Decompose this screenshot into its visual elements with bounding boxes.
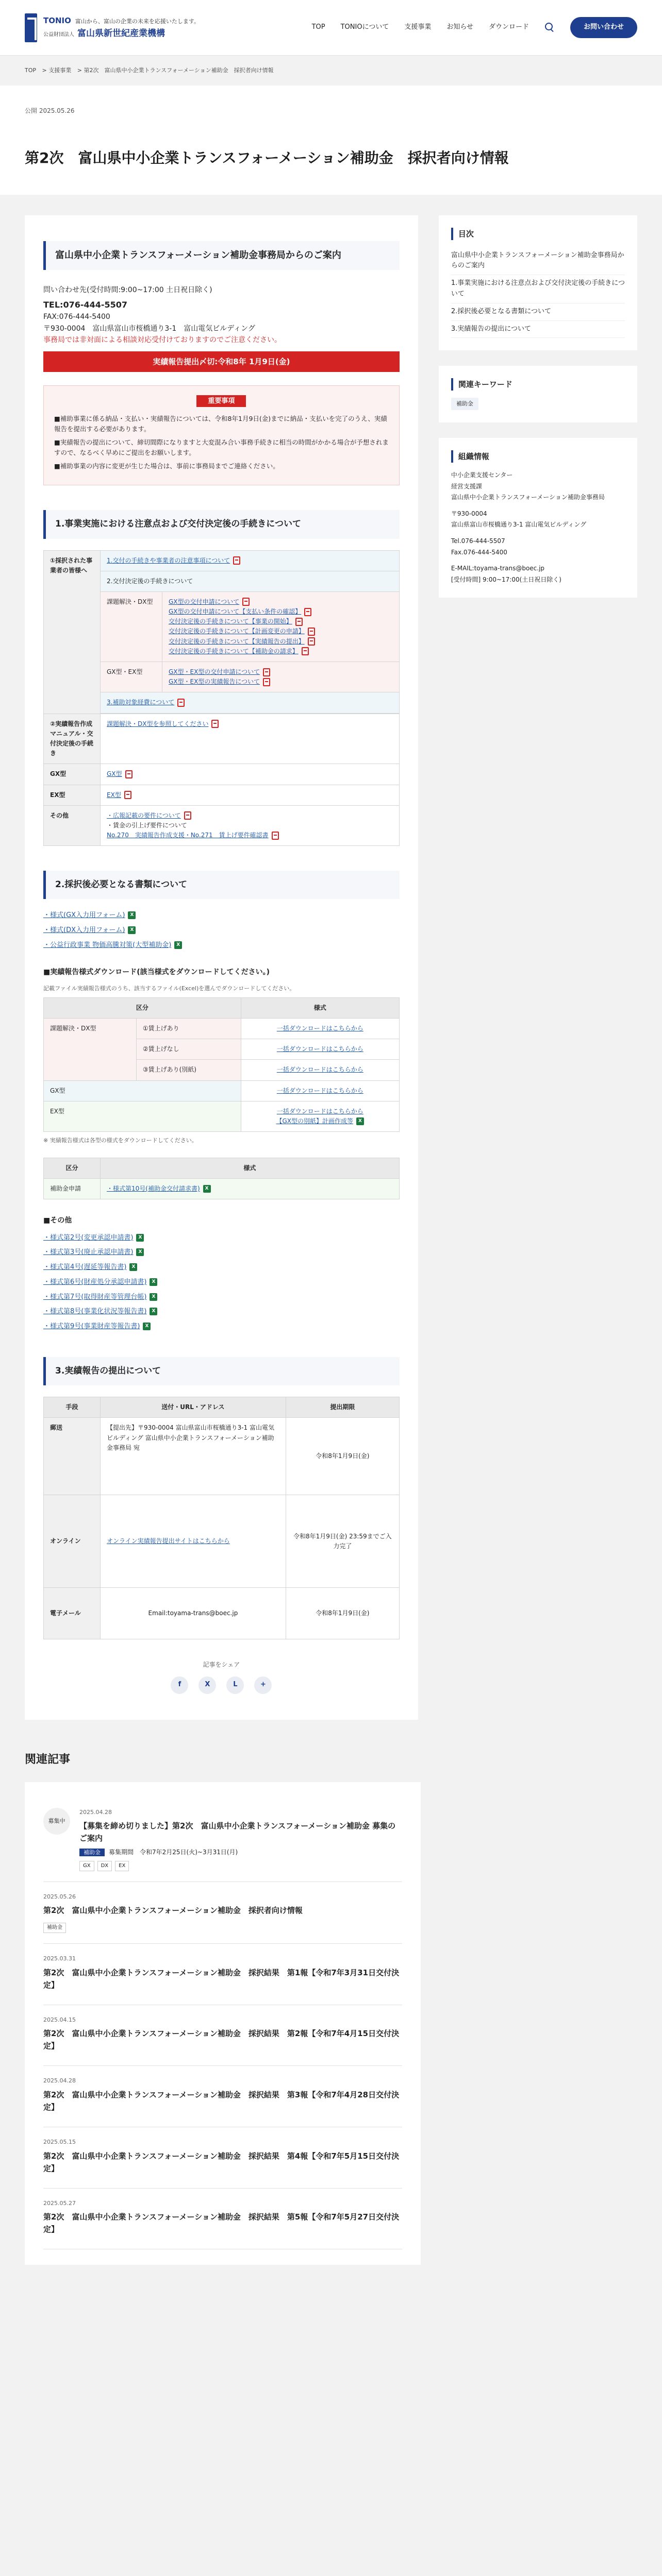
- excel-icon: X: [143, 1323, 151, 1330]
- submit-deadline-mail: 令和8年1月9日(金): [286, 1418, 399, 1495]
- excel-icon: X: [136, 1234, 144, 1242]
- related-title: 関連記事: [25, 1753, 71, 1766]
- related-item[interactable]: [43, 1798, 402, 1882]
- related-tag: 補助金: [79, 1849, 105, 1856]
- online-submit-link[interactable]: オンライン実績報告提出サイトはこちらから: [107, 1537, 230, 1545]
- search-icon[interactable]: [544, 22, 555, 32]
- pdf-icon: [308, 628, 315, 636]
- org-line-4: 〒930-0004: [451, 510, 487, 517]
- breadcrumb-top[interactable]: TOP: [25, 67, 37, 74]
- link-gx[interactable]: GX型: [107, 770, 122, 778]
- link-eligible-cost[interactable]: 3.補助対象経費について: [107, 699, 175, 706]
- dl-head-form: 様式: [241, 997, 399, 1018]
- notice-3: ■補助事業の内容に変更が生じた場合は、事前に事務局までご連絡ください。: [54, 462, 279, 470]
- other-form-item-5: [43, 1292, 400, 1303]
- dl-link-3-cell: [241, 1060, 399, 1080]
- sub-link-b1[interactable]: GX型・EX型の交付申請について: [169, 668, 260, 676]
- link-manual[interactable]: 課題解決・DX型を参照してください: [107, 720, 209, 727]
- site-logo[interactable]: [25, 13, 200, 42]
- logo-corp: 公益財団法人: [43, 31, 74, 38]
- submit-method-email: 電子メール: [44, 1588, 101, 1639]
- contact-fax: FAX:076-444-5400: [43, 313, 110, 321]
- nav-news[interactable]: お知らせ: [446, 23, 473, 31]
- related-tags: [43, 1920, 303, 1933]
- sub-label-b: GX型・EX型: [101, 662, 162, 692]
- org-line-8[interactable]: E-MAIL:toyama-trans@boec.jp: [451, 565, 545, 572]
- other-form-item-6: [43, 1307, 400, 1317]
- pdf-icon: [177, 699, 185, 707]
- section1-table: [43, 550, 400, 846]
- publish-date: 公開 2025.05.26: [25, 107, 75, 114]
- org-line-9: [受付時間] 9:00~17:00(土日祝日除く): [451, 575, 561, 583]
- notice-2: ■実績報告の提出について、締切間際になりますと大変混み合い事務手続きに相当の時間がかかる場合が予想されますので、なるべく早めにご提出をお願いします。: [54, 438, 389, 457]
- row-label-2: ②実績報告作成マニュアル・交付決定後の手続き: [44, 714, 101, 764]
- pdf-icon: [184, 811, 191, 820]
- toc-list: [451, 247, 625, 338]
- toc-item-3[interactable]: 2.採択後必要となる書類について: [451, 303, 625, 321]
- toc-title: 目次: [451, 228, 625, 240]
- announce-title: 富山県中小企業トランスフォーメーション補助金事務局からのご案内: [43, 241, 400, 270]
- excel-icon: X: [136, 1248, 144, 1256]
- notice-1: ■補助事業に係る納品・支払い・実績報告については、令和8年1月9日(金)までに納品・支払いを完了のうえ、実績報告を提出する必要があります。: [54, 415, 387, 433]
- sub-link-a6[interactable]: 交付決定後の手続きについて【補助金の請求】: [169, 647, 299, 655]
- sub-link-b2[interactable]: GX型・EX型の実績報告について: [169, 678, 260, 686]
- row-label-gx: GX型: [44, 764, 101, 785]
- dl-extra[interactable]: 【GX型の別紙】計画作成等: [276, 1117, 354, 1125]
- submit-table: [43, 1397, 400, 1639]
- logo-name: 富山県新世紀産業機構: [77, 28, 165, 39]
- section2-links: [43, 910, 400, 951]
- keyword-tag[interactable]: 補助金: [451, 398, 478, 410]
- related-title-text: 第2次 富山県中小企業トランスフォーメーション補助金 採択結果 第2報【令和7年4月15日交付決定】: [43, 2029, 400, 2051]
- related-title-text: 第2次 富山県中小企業トランスフォーメーション補助金 採択者向け情報: [43, 1906, 303, 1916]
- submit-address-mail: 【提出先】〒930-0004 富山県富山市桜橋通り3-1 富山電気ビルディング 富山県中小企業トランスフォーメーション補助金事務局 宛: [101, 1418, 286, 1495]
- row-label-ex: EX型: [44, 785, 101, 805]
- dl-link-gx-cell: [241, 1080, 399, 1101]
- sub-label-a: 課題解決・DX型: [101, 591, 162, 662]
- contact-block: [43, 284, 400, 346]
- request-table: [43, 1158, 400, 1199]
- excel-icon: X: [356, 1117, 364, 1125]
- main-content: [25, 215, 418, 1720]
- form-link-3[interactable]: ・公益行政事業 物価高騰対策(大型補助金): [43, 941, 172, 950]
- related-tag-ex: EX: [115, 1861, 129, 1871]
- pdf-icon: [233, 556, 240, 565]
- sub-link-a2[interactable]: GX型の交付申請について【支払い条件の確認】: [169, 608, 302, 616]
- submit-head-deadline: 提出期限: [286, 1397, 399, 1418]
- pdf-icon: [263, 678, 270, 686]
- dl-link-1-cell: [241, 1019, 399, 1039]
- sub-link-a1[interactable]: GX型の交付申請について: [169, 598, 240, 605]
- form-link-2[interactable]: ・様式(DX入力用フォーム): [43, 926, 125, 935]
- related-item[interactable]: [43, 2066, 402, 2127]
- row-label-other: その他: [44, 805, 101, 846]
- content-container: [0, 215, 662, 1720]
- breadcrumb: TOP > 支援事業 > 第2次 富山県中小企業トランスフォーメーション補助金 採択者向け情報: [25, 67, 274, 74]
- related-item[interactable]: [43, 2189, 402, 2250]
- notice-label: 重要事項: [196, 395, 246, 407]
- excel-icon: X: [150, 1278, 157, 1286]
- pdf-icon: [304, 608, 311, 616]
- org-line-6: Tel.076-444-5507: [451, 537, 505, 545]
- dl-group-gx: GX型: [44, 1080, 241, 1101]
- org-title: 組織情報: [451, 450, 625, 463]
- other-form-item-1: [43, 1233, 400, 1244]
- req-head-type: 区分: [44, 1158, 101, 1178]
- req-head-form: 様式: [101, 1158, 400, 1178]
- line-icon[interactable]: L: [226, 1676, 244, 1694]
- other-cell: [101, 805, 400, 846]
- dl-group-a: 課題解決・DX型: [44, 1019, 137, 1081]
- excel-icon: X: [203, 1185, 211, 1193]
- submit-address-email: Email:toyama-trans@boec.jp: [101, 1588, 286, 1639]
- other-form-item-7: [43, 1321, 400, 1332]
- form-link-item-1: [43, 910, 400, 921]
- related-meta-row: [79, 1848, 402, 1857]
- other-item-1-row: [107, 811, 393, 821]
- site-header: [0, 0, 662, 56]
- excel-icon: X: [150, 1308, 157, 1315]
- title-area: [0, 86, 662, 195]
- org-line-5: 富山県富山市桜橋通り3-1 富山電気ビルディング: [451, 521, 587, 529]
- related-title-text: 第2次 富山県中小企業トランスフォーメーション補助金 採択結果 第4報【令和7年5月15日交付決定】: [43, 2151, 400, 2173]
- other-item-2-row: [107, 821, 393, 831]
- excel-icon: X: [129, 1263, 137, 1271]
- dl-link-2[interactable]: 一括ダウンロードはこちらから: [276, 1045, 363, 1053]
- related-date: 2025.05.27: [43, 2199, 76, 2207]
- form-link-item-3: [43, 940, 400, 951]
- submit-deadline-email: 令和8年1月9日(金): [286, 1588, 399, 1639]
- contact-red-note: 事務局では非対面による相談対応受付けておりますのでご注意ください。: [43, 336, 282, 345]
- related-item[interactable]: [43, 2005, 402, 2066]
- pdf-icon: [272, 832, 279, 840]
- related-body: [43, 2138, 402, 2178]
- row1-item1-cell: [101, 550, 400, 571]
- submit-address-online-cell: [101, 1495, 286, 1588]
- download-note: 記載ファイル実績報告様式のうち、該当するファイル(Excel)を選んでダウンロードしてください。: [43, 985, 295, 992]
- keyword-box: [439, 366, 637, 422]
- sub-item-a2: [169, 607, 393, 617]
- x-icon[interactable]: X: [198, 1676, 216, 1694]
- req-link-cell: [101, 1178, 400, 1199]
- related-title-text: 第2次 富山県中小企業トランスフォーメーション補助金 採択結果 第3報【令和7年4月28日交付決定】: [43, 2090, 400, 2112]
- toc-item-4[interactable]: 3.実績報告の提出について: [451, 321, 625, 338]
- nav-about[interactable]: TONIOについて: [340, 23, 389, 31]
- row-gx-cell: [101, 764, 400, 785]
- other-form-6[interactable]: ・様式第8号(事業化状況等報告書): [43, 1308, 147, 1316]
- form-link-item-2: [43, 925, 400, 936]
- other-item-2: ・賃金の引上げ要件について: [107, 821, 187, 829]
- share-more-icon[interactable]: +: [254, 1676, 272, 1694]
- row1-item2-cell: [101, 571, 400, 591]
- deadline-banner: 実績報告提出〆切:令和8年 1月9日(金): [43, 351, 400, 372]
- pdf-icon: [242, 598, 250, 606]
- contact-tel: TEL:076-444-5507: [43, 299, 128, 310]
- other-item-1[interactable]: ・広報記載の要件について: [107, 811, 181, 819]
- dl-link-ex[interactable]: 一括ダウンロードはこちらから: [276, 1107, 363, 1115]
- related-item[interactable]: [43, 1882, 402, 1944]
- related-body: [43, 1954, 402, 1994]
- dl-link-3[interactable]: 一括ダウンロードはこちらから: [276, 1066, 363, 1074]
- related-tags: [79, 1858, 402, 1871]
- section3-title: 3.実績報告の提出について: [43, 1357, 400, 1385]
- share-area: [43, 1660, 400, 1693]
- other-detail-row: [107, 831, 393, 840]
- nav-download[interactable]: ダウンロード: [488, 23, 529, 31]
- submit-method-online: オンライン: [44, 1495, 101, 1588]
- section2-title: 2.採択後必要となる書類について: [43, 871, 400, 899]
- org-text: [451, 470, 625, 585]
- related-list: [25, 1782, 421, 2265]
- download-note-1: ※ 実績報告様式は各型の様式をダウンロードしてください。: [43, 1137, 197, 1144]
- related-date: 2025.05.15: [43, 2138, 76, 2145]
- global-nav: [312, 17, 637, 38]
- excel-icon: X: [150, 1293, 157, 1301]
- breadcrumb-current: 第2次 富山県中小企業トランスフォーメーション補助金 採択者向け情報: [84, 67, 274, 74]
- sub-items-a: [162, 591, 400, 662]
- dl-link-1[interactable]: 一括ダウンロードはこちらから: [276, 1025, 363, 1032]
- logo-mark-icon: [25, 13, 37, 42]
- related-date: 2025.05.26: [43, 1893, 76, 1900]
- other-forms-title: ■その他: [43, 1216, 72, 1225]
- pdf-icon: [124, 791, 131, 799]
- sub-item-a4: [169, 626, 393, 636]
- related-title-text: 第2次 富山県中小企業トランスフォーメーション補助金 採択結果 第5報【令和7年5月27日交付決定】: [43, 2212, 400, 2234]
- sub-items-b: [162, 662, 400, 692]
- important-notice: [43, 385, 400, 486]
- related-date: 2025.04.28: [79, 1808, 112, 1816]
- dl-head-type: 区分: [44, 997, 241, 1018]
- req-link[interactable]: ・様式第10号(補助金交付請求書): [107, 1184, 200, 1192]
- facebook-icon[interactable]: f: [171, 1676, 188, 1694]
- dl-sub-2: ②賃上げなし: [136, 1039, 241, 1060]
- contact-address: 〒930-0004 富山県富山市桜橋通り3-1 富山電気ビルディング: [43, 324, 255, 333]
- sub-link-a5[interactable]: 交付決定後の手続きについて【実績報告の提出】: [169, 637, 305, 645]
- req-group: 補助金申請: [44, 1178, 101, 1199]
- related-tag-gx: GX: [79, 1861, 94, 1871]
- other-forms-list: [43, 1233, 400, 1333]
- excel-icon: X: [174, 941, 182, 949]
- pdf-icon: [211, 720, 219, 728]
- dl-sub-1: ①賃上げあり: [136, 1019, 241, 1039]
- related-body: [43, 1892, 303, 1934]
- sub-item-a1: [169, 597, 393, 607]
- download-head: ■実績報告様式ダウンロード(該当様式をダウンロードしてください。): [43, 968, 270, 976]
- nav-support[interactable]: 支援事業: [404, 23, 432, 31]
- org-line-3: 富山県中小企業トランスフォーメーション補助金事務局: [451, 494, 605, 501]
- other-form-item-2: [43, 1247, 400, 1258]
- other-form-5[interactable]: ・様式第7号(取得財産等管理台帳): [43, 1293, 147, 1301]
- row-label-1: ①採択された事業者の皆様へ: [44, 550, 101, 714]
- org-line-7: Fax.076-444-5400: [451, 548, 507, 556]
- related-body: [43, 2076, 402, 2116]
- related-badge: 募集中: [43, 1808, 70, 1835]
- logo-name-row: [43, 27, 200, 41]
- section1-title: 1.事業実施における注意点および交付決定後の手続きについて: [43, 510, 400, 538]
- other-form-item-3: [43, 1262, 400, 1273]
- row-ex-cell: [101, 785, 400, 805]
- logo-top: [43, 14, 200, 27]
- contact-button[interactable]: お問い合わせ: [570, 17, 637, 38]
- submit-head-address: 送付・URL・アドレス: [101, 1397, 286, 1418]
- pdf-icon: [125, 770, 133, 778]
- related-date: 2025.03.31: [43, 1955, 76, 1962]
- other-form-4[interactable]: ・様式第6号(財産処分承認申請書): [43, 1278, 147, 1286]
- share-icons: [43, 1676, 400, 1694]
- other-form-3[interactable]: ・様式第4号(遅延等報告書): [43, 1263, 127, 1272]
- related-title-text: 第2次 富山県中小企業トランスフォーメーション補助金 採択結果 第1報【令和7年3月31日交付決定】: [43, 1968, 400, 1990]
- link-procedure[interactable]: 1.交付の手続きや事業者の注意事項について: [107, 556, 230, 564]
- contact-hours: 問い合わせ先(受付時間:9:00~17:00 土日祝日除く): [43, 286, 212, 295]
- sub-item-b2: [169, 677, 393, 687]
- sub-item-a5: [169, 637, 393, 647]
- pdf-icon: [308, 637, 315, 646]
- pdf-icon: [295, 618, 303, 626]
- sub-item-a3: [169, 617, 393, 626]
- keyword-title: 関連キーワード: [451, 378, 625, 391]
- org-box: [439, 438, 637, 598]
- pdf-icon: [302, 647, 309, 655]
- toc-item-2[interactable]: 1.事業実施における注意点および交付決定後の手続きについて: [451, 275, 625, 303]
- sub-item-a6: [169, 647, 393, 656]
- dl-link-2-cell: [241, 1039, 399, 1060]
- submit-method-mail: 郵送: [44, 1418, 101, 1495]
- related-date: 2025.04.28: [43, 2077, 76, 2084]
- other-form-7[interactable]: ・様式第9号(事業財産等報告書): [43, 1323, 140, 1331]
- related-tag-dx: DX: [97, 1861, 112, 1871]
- row2-manual-cell: [101, 714, 400, 764]
- download-table: [43, 997, 400, 1132]
- nav-top[interactable]: TOP: [311, 23, 325, 31]
- other-form-item-4: [43, 1277, 400, 1288]
- sub-link-a4[interactable]: 交付決定後の手続きについて【計画変更の申請】: [169, 628, 305, 635]
- dl-extra-row: [247, 1116, 393, 1126]
- org-line-1: 中小企業支援センター: [451, 471, 513, 479]
- page-title: 第2次 富山県中小企業トランスフォーメーション補助金 採択者向け情報: [25, 149, 509, 166]
- other-form-1[interactable]: ・様式第2号(変更承認申請書): [43, 1233, 134, 1242]
- other-form-2[interactable]: ・様式第3号(廃止承認申請書): [43, 1248, 134, 1257]
- related-body: [43, 2015, 402, 2056]
- pdf-icon: [263, 668, 270, 676]
- form-link-1[interactable]: ・様式(GX入力用フォーム): [43, 911, 125, 920]
- related-date: 2025.04.15: [43, 2016, 76, 2023]
- dl-link-ex-cell: [241, 1101, 399, 1131]
- logo-tagline: 富山から、富山の企業の未来を応援いたします。: [75, 18, 200, 25]
- item-after-decision: 2.交付決定後の手続きについて: [107, 577, 193, 585]
- notice-head: [54, 396, 389, 407]
- org-line-2: 経営支援課: [451, 482, 482, 490]
- dl-group-ex: EX型: [44, 1101, 241, 1131]
- sub-link-a3[interactable]: 交付決定後の手続きについて【事業の開始】: [169, 618, 292, 625]
- related-item[interactable]: [43, 2127, 402, 2189]
- related-tag-subsidy: 補助金: [43, 1923, 66, 1933]
- submit-head-method: 手段: [44, 1397, 101, 1418]
- related-body: [79, 1808, 402, 1871]
- sidebar: [439, 215, 637, 1720]
- toc-item-1[interactable]: 富山県中小企業トランスフォーメーション補助金事務局からのご案内: [451, 247, 625, 276]
- related-section: [0, 1720, 662, 2291]
- related-title-text: 【募集を締め切りました】第2次 富山県中小企業トランスフォーメーション補助金 募集のご案内: [79, 1821, 396, 1843]
- logo-text: [43, 14, 200, 41]
- other-detail[interactable]: No.270 実績報告作成支援・No.271 賃上げ要件確認書: [107, 832, 269, 839]
- dl-sub-3: ③賃上げあり(別紙): [136, 1060, 241, 1080]
- submit-deadline-online: 令和8年1月9日(金) 23:59までご入力完了: [286, 1495, 399, 1588]
- related-item[interactable]: [43, 1944, 402, 2005]
- related-body: [43, 2199, 402, 2239]
- sub-item-b1: [169, 667, 393, 677]
- excel-icon: X: [128, 911, 136, 919]
- dl-link-gx[interactable]: 一括ダウンロードはこちらから: [276, 1087, 363, 1094]
- link-ex[interactable]: EX型: [107, 791, 121, 799]
- related-meta: 募集期間 令和7年2月25日(火)~3月31日(月): [109, 1849, 238, 1856]
- share-label: 記事をシェア: [203, 1661, 240, 1669]
- logo-short: TONIO: [43, 15, 71, 25]
- breadcrumb-support[interactable]: 支援事業: [48, 67, 72, 74]
- row1-item3-cell: [101, 692, 400, 713]
- excel-icon: X: [128, 926, 136, 934]
- toc-box: [439, 215, 637, 351]
